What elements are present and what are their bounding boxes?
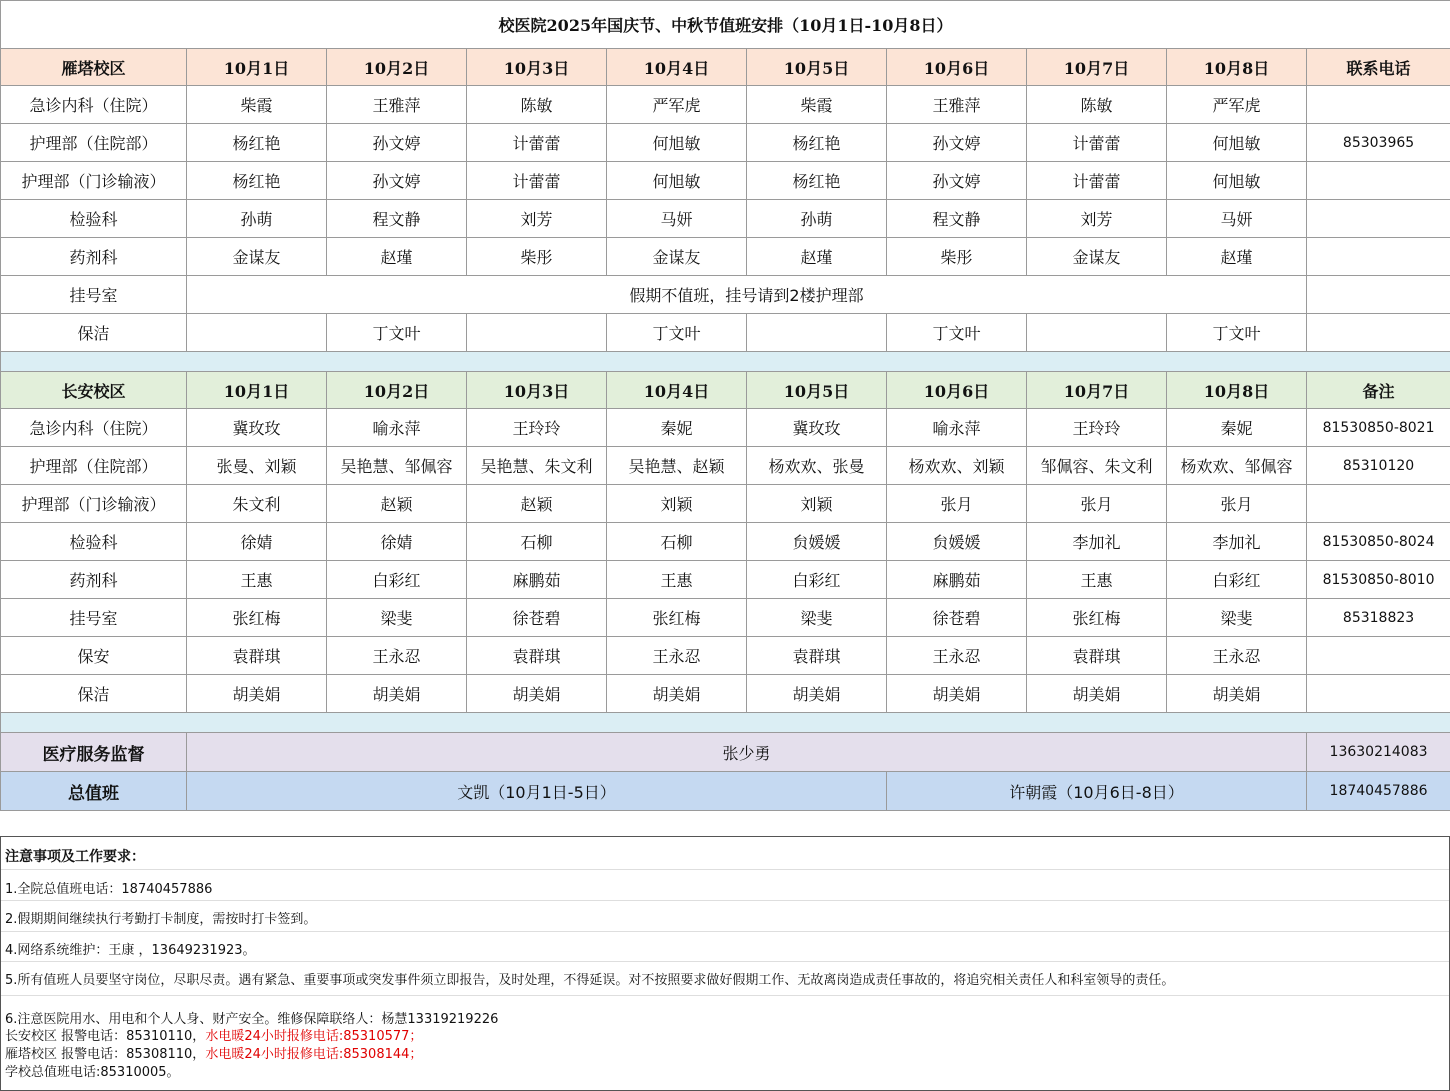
date-header: 10月6日 (887, 372, 1027, 409)
staff-cell: 王玲玲 (467, 409, 607, 447)
phone-cell (1307, 314, 1450, 352)
changan-campus-label: 长安校区 (1, 372, 187, 409)
staff-cell: 王永忍 (327, 637, 467, 675)
school-duty-phone: 学校总值班电话:85310005。 (5, 1065, 180, 1080)
table-row (1, 599, 1450, 637)
phone-cell: 85310120 (1307, 447, 1450, 485)
staff-cell: 孙文婷 (887, 162, 1027, 200)
staff-cell: 袁群琪 (1027, 637, 1167, 675)
date-header: 10月1日 (187, 372, 327, 409)
staff-cell: 秦妮 (1167, 409, 1307, 447)
supervision-label: 医疗服务监督 (1, 733, 187, 772)
staff-cell: 喻永萍 (327, 409, 467, 447)
staff-cell: 金谋友 (187, 238, 327, 276)
phone-cell: 81530850-8024 (1307, 523, 1450, 561)
staff-cell: 杨欢欢、刘颖 (887, 447, 1027, 485)
date-header: 10月2日 (327, 372, 467, 409)
phone-cell (1307, 485, 1450, 523)
date-header: 10月3日 (467, 49, 607, 86)
phone-cell (1307, 200, 1450, 238)
table-row (1, 485, 1450, 523)
staff-cell: 贠媛媛 (747, 523, 887, 561)
supervision-row (1, 733, 1450, 772)
note-item-4: 4.网络系统维护：王康 ，13649231923。 (5, 943, 256, 958)
staff-cell: 何旭敏 (607, 162, 747, 200)
table-row (1, 200, 1450, 238)
staff-cell: 胡美娟 (607, 675, 747, 713)
staff-cell: 刘芳 (1027, 200, 1167, 238)
staff-cell: 张月 (1027, 485, 1167, 523)
staff-cell: 麻鹏茹 (887, 561, 1027, 599)
staff-cell: 王永忍 (1167, 637, 1307, 675)
staff-cell: 王玲玲 (1027, 409, 1167, 447)
staff-cell: 杨红艳 (187, 162, 327, 200)
staff-cell: 梁斐 (327, 599, 467, 637)
changan-alarm-phone: 长安校区 报警电话：85310110， (5, 1029, 206, 1044)
date-header: 10月5日 (747, 49, 887, 86)
staff-cell: 杨红艳 (187, 124, 327, 162)
staff-cell: 杨欢欢、张曼 (747, 447, 887, 485)
section-divider (1, 352, 1450, 372)
staff-cell: 王雅萍 (887, 86, 1027, 124)
note-item-1: 1.全院总值班电话：18740457886 (5, 882, 213, 897)
table-row (1, 447, 1450, 485)
staff-cell: 徐苍碧 (887, 599, 1027, 637)
yanta-alarm-phone: 雁塔校区 报警电话：85308110， (5, 1047, 206, 1062)
staff-cell: 徐苍碧 (467, 599, 607, 637)
date-header: 10月6日 (887, 49, 1027, 86)
table-row (1, 86, 1450, 124)
date-header: 10月5日 (747, 372, 887, 409)
date-header: 10月3日 (467, 372, 607, 409)
staff-cell: 胡美娟 (467, 675, 607, 713)
phone-cell: 81530850-8021 (1307, 409, 1450, 447)
supervision-phone: 13630214083 (1307, 733, 1450, 772)
staff-cell: 朱文利 (187, 485, 327, 523)
divider-cell (1, 352, 1450, 372)
dept-cell: 保洁 (1, 675, 187, 713)
phone-cell (1307, 86, 1450, 124)
staff-cell: 王永忍 (887, 637, 1027, 675)
staff-cell: 严军虎 (1167, 86, 1307, 124)
supervision-name: 张少勇 (187, 733, 1307, 772)
staff-cell: 孙文婷 (327, 124, 467, 162)
date-header: 10月4日 (607, 372, 747, 409)
dept-cell: 药剂科 (1, 561, 187, 599)
dept-cell: 检验科 (1, 523, 187, 561)
staff-cell: 梁斐 (1167, 599, 1307, 637)
dept-cell: 护理部（门诊输液） (1, 162, 187, 200)
changan-contact-header: 备注 (1307, 372, 1450, 409)
yanta-header-row (1, 49, 1450, 86)
staff-cell: 陈敏 (467, 86, 607, 124)
staff-cell: 丁文叶 (607, 314, 747, 352)
staff-cell: 孙萌 (747, 200, 887, 238)
staff-cell: 石柳 (607, 523, 747, 561)
staff-cell: 袁群琪 (187, 637, 327, 675)
staff-cell: 徐婧 (187, 523, 327, 561)
staff-cell: 吴艳慧、邹佩容 (327, 447, 467, 485)
staff-cell: 孙文婷 (887, 124, 1027, 162)
staff-cell: 王永忍 (607, 637, 747, 675)
staff-cell: 李加礼 (1167, 523, 1307, 561)
notes-heading: 注意事项及工作要求： (5, 849, 145, 865)
staff-cell: 王惠 (187, 561, 327, 599)
table-row (1, 561, 1450, 599)
changan-repair-phone: 水电暖24小时报修电话:85310577； (205, 1029, 423, 1044)
staff-cell: 柴彤 (887, 238, 1027, 276)
dept-cell: 挂号室 (1, 276, 187, 314)
staff-cell: 王惠 (1027, 561, 1167, 599)
staff-cell: 杨红艳 (747, 162, 887, 200)
staff-cell: 胡美娟 (1027, 675, 1167, 713)
table-row (1, 409, 1450, 447)
staff-cell: 计蕾蕾 (1027, 124, 1167, 162)
phone-cell: 81530850-8010 (1307, 561, 1450, 599)
staff-cell: 张红梅 (607, 599, 747, 637)
note-item-2: 2.假期期间继续执行考勤打卡制度，需按时打卡签到。 (5, 912, 317, 927)
staff-cell: 王雅萍 (327, 86, 467, 124)
changan-alarm-line (5, 1025, 422, 1044)
staff-cell: 张曼、刘颖 (187, 447, 327, 485)
table-row (1, 523, 1450, 561)
staff-cell: 胡美娟 (1167, 675, 1307, 713)
page-title: 校医院2025年国庆节、中秋节值班安排（10月1日-10月8日） (1, 1, 1450, 49)
staff-cell: 王惠 (607, 561, 747, 599)
general-duty-label: 总值班 (1, 772, 187, 811)
staff-cell: 刘颖 (607, 485, 747, 523)
staff-cell: 张月 (887, 485, 1027, 523)
dept-cell: 药剂科 (1, 238, 187, 276)
staff-cell: 杨红艳 (747, 124, 887, 162)
staff-cell: 贠媛媛 (887, 523, 1027, 561)
date-header: 10月4日 (607, 49, 747, 86)
staff-cell: 计蕾蕾 (1027, 162, 1167, 200)
dept-cell: 检验科 (1, 200, 187, 238)
dept-cell: 急诊内科（住院） (1, 86, 187, 124)
staff-cell: 丁文叶 (1167, 314, 1307, 352)
section-divider (1, 713, 1450, 733)
staff-cell: 秦妮 (607, 409, 747, 447)
notes-section (0, 836, 1450, 1091)
table-row (1, 314, 1450, 352)
staff-cell: 张红梅 (187, 599, 327, 637)
dept-cell: 挂号室 (1, 599, 187, 637)
staff-cell: 喻永萍 (887, 409, 1027, 447)
staff-cell: 马妍 (607, 200, 747, 238)
staff-cell: 柴彤 (467, 238, 607, 276)
table-row (1, 675, 1450, 713)
table-row (1, 124, 1450, 162)
general-duty-second: 许朝霞（10月6日-8日） (887, 772, 1307, 811)
phone-cell: 85303965 (1307, 124, 1450, 162)
staff-cell: 金谋友 (1027, 238, 1167, 276)
staff-cell: 杨欢欢、邹佩容 (1167, 447, 1307, 485)
staff-cell: 吴艳慧、赵颖 (607, 447, 747, 485)
staff-cell: 赵瑾 (1167, 238, 1307, 276)
staff-cell: 胡美娟 (187, 675, 327, 713)
changan-header-row (1, 372, 1450, 409)
note-item-6: 6.注意医院用水、用电和个人人身、财产安全。维修保障联络人：杨慧13319219226 (5, 1012, 499, 1027)
staff-cell: 孙萌 (187, 200, 327, 238)
staff-cell: 李加礼 (1027, 523, 1167, 561)
phone-cell (1307, 637, 1450, 675)
staff-cell: 袁群琪 (467, 637, 607, 675)
staff-cell: 赵颖 (467, 485, 607, 523)
staff-cell: 刘芳 (467, 200, 607, 238)
date-header: 10月8日 (1167, 372, 1307, 409)
staff-cell: 张红梅 (1027, 599, 1167, 637)
staff-cell: 严军虎 (607, 86, 747, 124)
staff-cell: 冀玫玫 (747, 409, 887, 447)
staff-cell: 金谋友 (607, 238, 747, 276)
phone-cell (1307, 675, 1450, 713)
staff-cell: 计蕾蕾 (467, 124, 607, 162)
staff-cell (187, 314, 327, 352)
staff-cell: 白彩红 (327, 561, 467, 599)
staff-cell: 丁文叶 (327, 314, 467, 352)
yanta-contact-header: 联系电话 (1307, 49, 1450, 86)
staff-cell: 胡美娟 (887, 675, 1027, 713)
staff-cell: 张月 (1167, 485, 1307, 523)
staff-cell: 何旭敏 (1167, 162, 1307, 200)
staff-cell: 计蕾蕾 (467, 162, 607, 200)
date-header: 10月1日 (187, 49, 327, 86)
phone-cell: 85318823 (1307, 599, 1450, 637)
staff-cell: 白彩红 (747, 561, 887, 599)
staff-cell: 柴霞 (747, 86, 887, 124)
staff-cell: 冀玫玫 (187, 409, 327, 447)
dept-cell: 护理部（住院部） (1, 124, 187, 162)
date-header: 10月2日 (327, 49, 467, 86)
general-duty-row (1, 772, 1450, 811)
staff-cell: 胡美娟 (327, 675, 467, 713)
phone-cell (1307, 162, 1450, 200)
staff-cell: 梁斐 (747, 599, 887, 637)
staff-cell (467, 314, 607, 352)
yanta-repair-phone: 水电暖24小时报修电话:85308144； (205, 1047, 423, 1062)
date-header: 10月8日 (1167, 49, 1307, 86)
phone-cell (1307, 238, 1450, 276)
staff-cell: 马妍 (1167, 200, 1307, 238)
staff-cell: 赵颖 (327, 485, 467, 523)
table-row (1, 238, 1450, 276)
yanta-alarm-line (5, 1043, 422, 1062)
phone-cell (1307, 276, 1450, 314)
table-row (1, 162, 1450, 200)
general-duty-first: 文凯（10月1日-5日） (187, 772, 887, 811)
table-row (1, 276, 1450, 314)
staff-cell: 陈敏 (1027, 86, 1167, 124)
staff-cell: 程文静 (887, 200, 1027, 238)
staff-cell: 孙文婷 (327, 162, 467, 200)
dept-cell: 急诊内科（住院） (1, 409, 187, 447)
divider-cell (1, 713, 1450, 733)
dept-cell: 护理部（住院部） (1, 447, 187, 485)
staff-cell: 石柳 (467, 523, 607, 561)
staff-cell (747, 314, 887, 352)
staff-cell: 何旭敏 (607, 124, 747, 162)
staff-cell: 白彩红 (1167, 561, 1307, 599)
dept-cell: 保洁 (1, 314, 187, 352)
staff-cell: 徐婧 (327, 523, 467, 561)
staff-cell: 邹佩容、朱文利 (1027, 447, 1167, 485)
staff-cell: 何旭敏 (1167, 124, 1307, 162)
staff-cell: 赵瑾 (327, 238, 467, 276)
date-header: 10月7日 (1027, 372, 1167, 409)
staff-cell: 胡美娟 (747, 675, 887, 713)
yanta-campus-label: 雁塔校区 (1, 49, 187, 86)
dept-cell: 保安 (1, 637, 187, 675)
table-row (1, 637, 1450, 675)
staff-cell: 袁群琪 (747, 637, 887, 675)
staff-cell: 程文静 (327, 200, 467, 238)
note-item-5: 5.所有值班人员要坚守岗位，尽职尽责。遇有紧急、重要事项或突发事件须立即报告，及时处理，不得延误。对不按照要求做好假期工作、无故离岗造成责任事故的，将追究相关责任人和科室领导的责任。 (5, 973, 1175, 988)
dept-cell: 护理部（门诊输液） (1, 485, 187, 523)
staff-cell: 赵瑾 (747, 238, 887, 276)
staff-cell: 丁文叶 (887, 314, 1027, 352)
registration-note: 假期不值班，挂号请到2楼护理部 (187, 276, 1307, 314)
staff-cell: 吴艳慧、朱文利 (467, 447, 607, 485)
staff-cell: 柴霞 (187, 86, 327, 124)
date-header: 10月7日 (1027, 49, 1167, 86)
staff-cell: 麻鹏茹 (467, 561, 607, 599)
general-duty-phone: 18740457886 (1307, 772, 1450, 811)
staff-cell (1027, 314, 1167, 352)
staff-cell: 刘颖 (747, 485, 887, 523)
